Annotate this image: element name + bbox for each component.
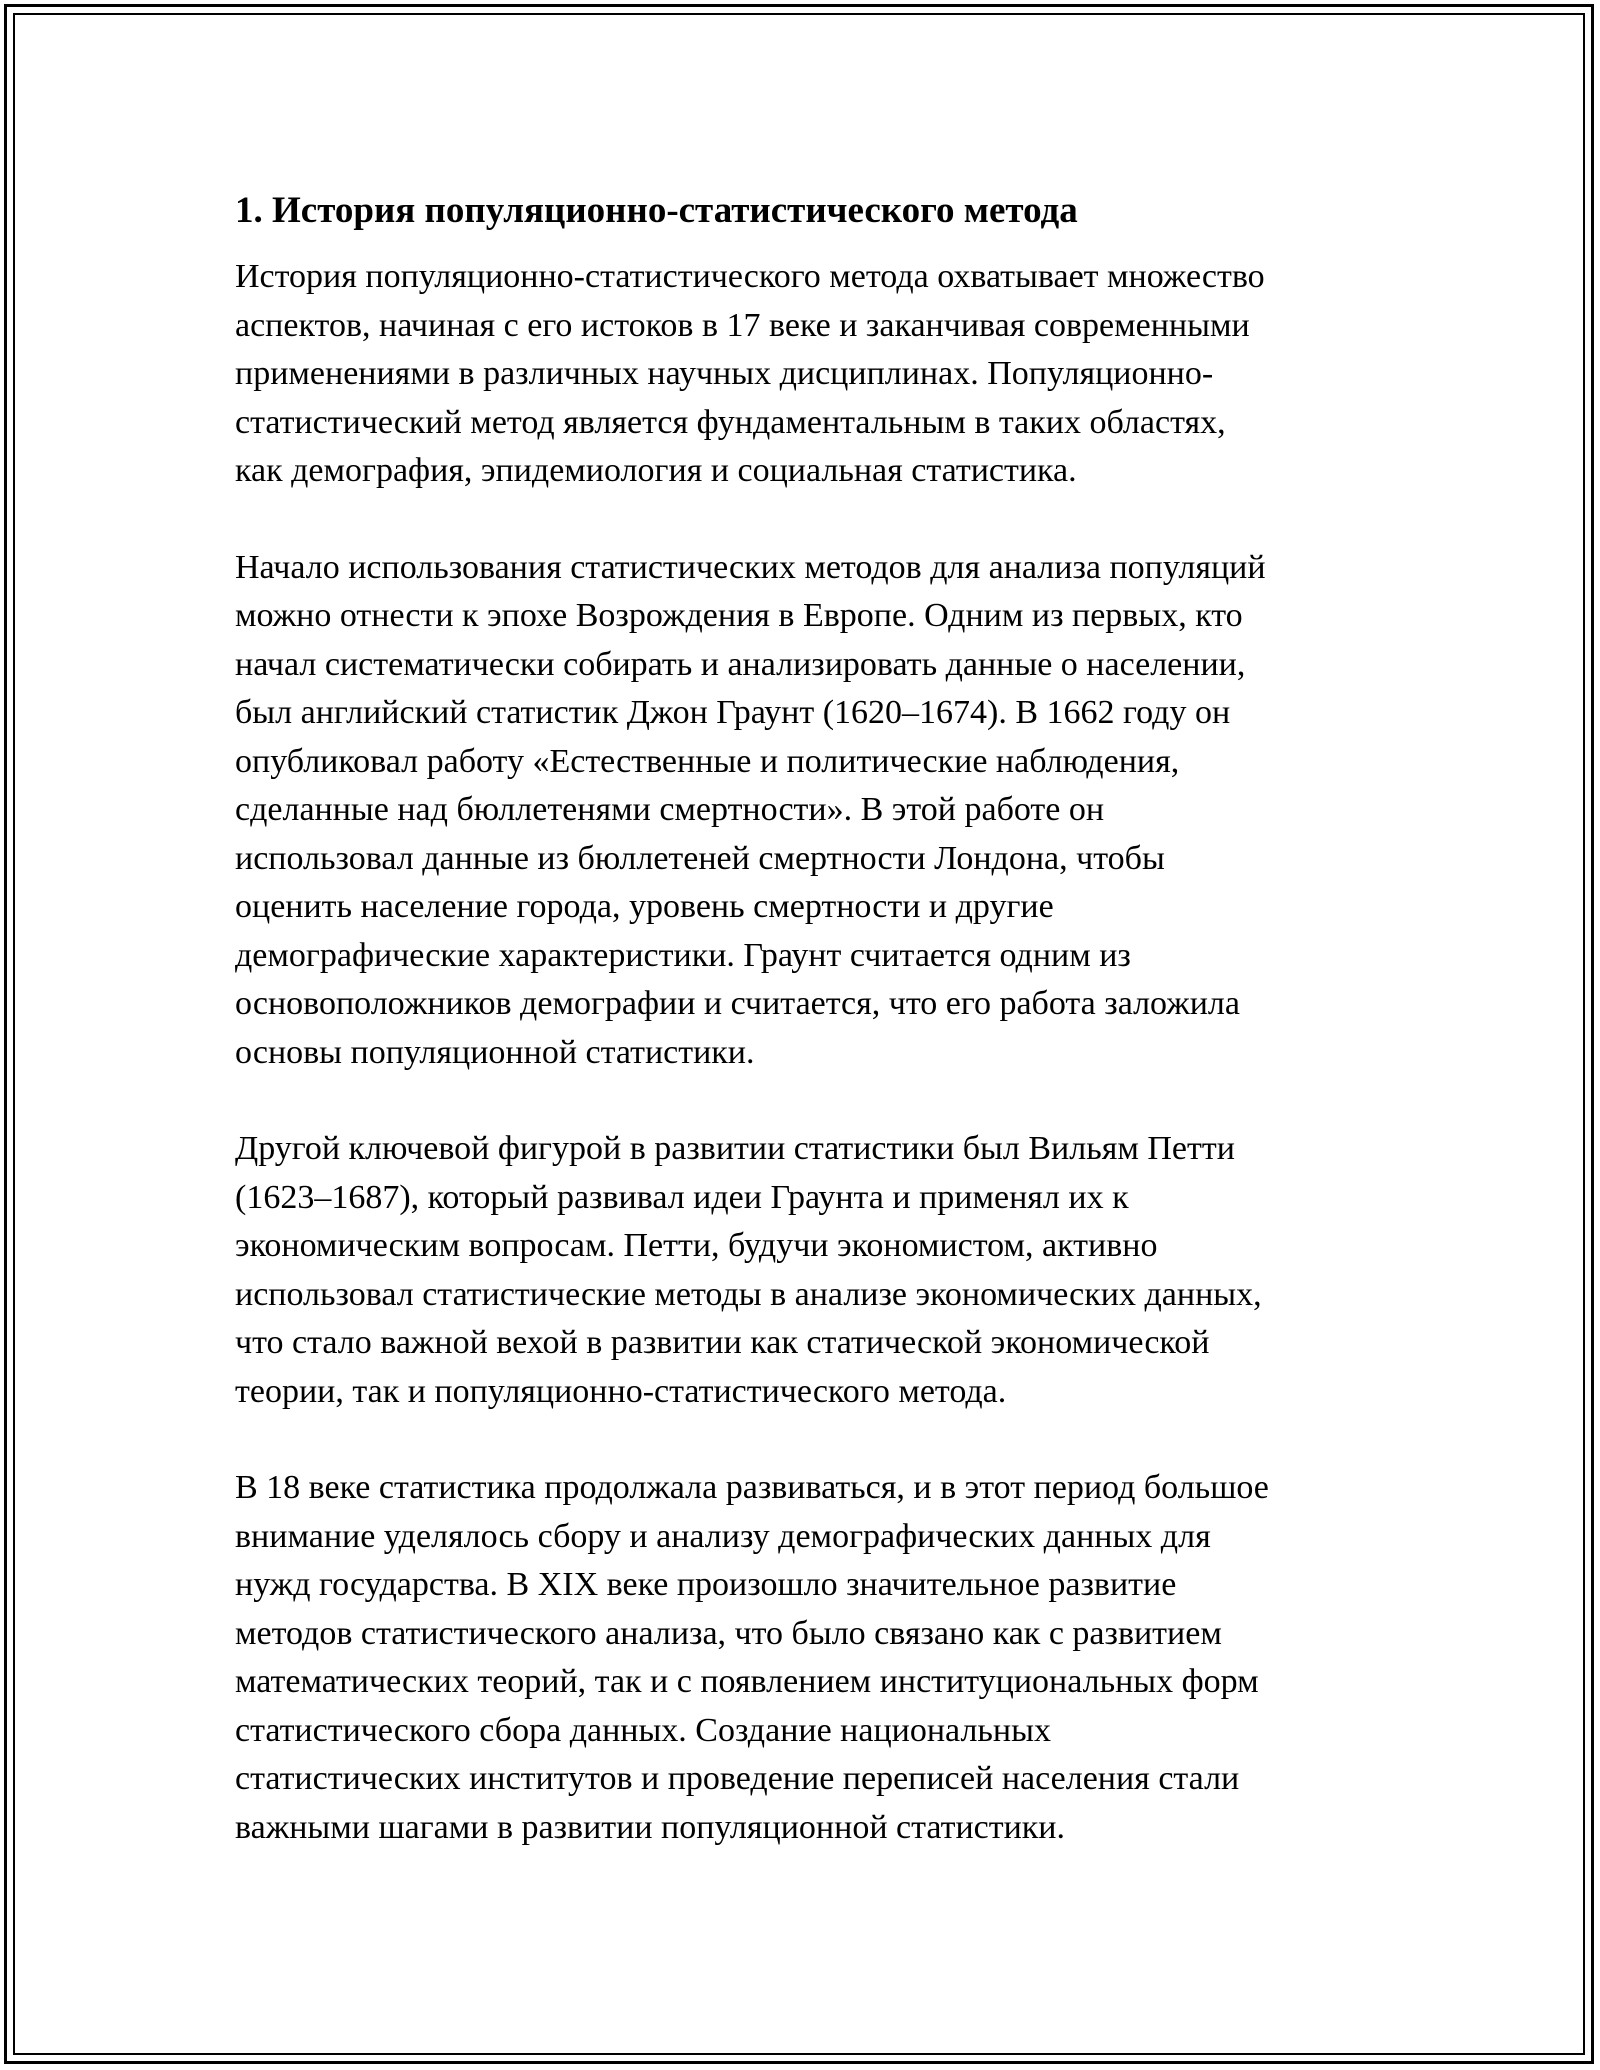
paragraph-line: можно отнести к эпохе Возрождения в Европе. Одним из первых, кто: [235, 597, 1243, 634]
paragraph-line: аспектов, начиная с его истоков в 17 веке и заканчивая современными: [235, 306, 1250, 344]
section-heading: 1. История популяционно-статистического метода: [235, 190, 1078, 231]
paragraph-line: (1623–1687), который развивал идеи Граунта и применял их к: [235, 1178, 1129, 1216]
paragraph-line: важными шагами в развитии популяционной статистики.: [235, 1808, 1065, 1846]
paragraph-line: Другой ключевой фигурой в развитии статистики был Вильям Петти: [235, 1130, 1235, 1167]
paragraph-line: сделанные над бюллетенями смертности». В этой работе он: [235, 791, 1105, 828]
paragraph-line: основы популяционной статистики.: [235, 1033, 755, 1071]
paragraph-line: Начало использования статистических методов для анализа популяций: [235, 548, 1266, 586]
paragraph-line: был английский статистик Джон Граунт (1620–1674). В 1662 году он: [235, 694, 1231, 731]
paragraph-4: [235, 1464, 1375, 1852]
paragraph-line: как демография, эпидемиология и социальная статистика.: [235, 452, 1077, 489]
paragraph-line: демографические характеристики. Граунт считается одним из: [235, 936, 1131, 974]
paragraph-1: [235, 253, 1375, 496]
paragraph-line: методов статистического анализа, что было связано как с развитием: [235, 1614, 1222, 1652]
paragraph-line: использовал данные из бюллетеней смертности Лондона, чтобы: [235, 839, 1165, 877]
paragraph-line: статистического сбора данных. Создание национальных: [235, 1711, 1051, 1749]
paragraph-line: внимание уделялось сбору и анализу демографических данных для: [235, 1517, 1211, 1555]
paragraph-line: нужд государства. В XIX веке произошло значительное развитие: [235, 1566, 1177, 1603]
paragraph-line: В 18 веке статистика продолжала развиваться, и в этот период большое: [235, 1469, 1269, 1506]
paragraph-line: экономическим вопросам. Петти, будучи экономистом, активно: [235, 1227, 1158, 1264]
paragraph-3: [235, 1125, 1375, 1416]
document-body: [235, 187, 1375, 1900]
paragraph-line: применениями в различных научных дисциплинах. Популяционно-: [235, 355, 1214, 392]
paragraph-line: основоположников демографии и считается, что его работа заложила: [235, 985, 1240, 1022]
paragraph-line: что стало важной вехой в развитии как статической экономической: [235, 1324, 1210, 1361]
paragraph-2: [235, 544, 1375, 1078]
paragraph-line: опубликовал работу «Естественные и политические наблюдения,: [235, 742, 1180, 780]
paragraph-line: математических теорий, так и с появлением институциональных форм: [235, 1663, 1259, 1700]
paragraph-line: использовал статистические методы в анализе экономических данных,: [235, 1275, 1262, 1313]
paragraph-line: теории, так и популяционно-статистического метода.: [235, 1372, 1007, 1410]
paragraph-line: История популяционно-статистического метода охватывает множество: [235, 258, 1265, 295]
paragraph-line: статистический метод является фундаментальным в таких областях,: [235, 403, 1226, 441]
paragraph-line: оценить население города, уровень смертности и другие: [235, 888, 1054, 925]
paragraph-line: статистических институтов и проведение переписей населения стали: [235, 1760, 1240, 1797]
paragraph-line: начал систематически собирать и анализировать данные о населении,: [235, 645, 1246, 683]
